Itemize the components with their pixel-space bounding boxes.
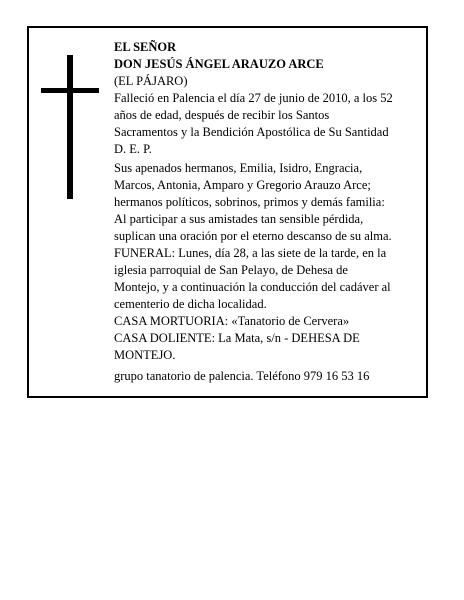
heading-title: EL SEÑOR [114,40,177,54]
funeral-home-footer: grupo tanatorio de palencia. Teléfono 979 16 53 16 [114,369,370,383]
family-paragraph [114,160,419,211]
death-paragraph [114,90,419,158]
mortuary-paragraph [114,313,419,330]
text-line: iglesia parroquial de San Pelayo, de Dehesa de [114,263,348,277]
text-line: cementerio de dicha localidad. [114,297,267,311]
prayer-paragraph [114,211,419,245]
text-line: CASA MORTUORIA: «Tanatorio de Cervera» [114,314,350,328]
cross-icon [41,55,99,199]
nickname: (EL PÁJARO) [114,74,188,88]
text-line: MONTEJO. [114,348,176,362]
text-line: D. E. P. [114,142,152,156]
text-line: hermanos políticos, sobrinos, primos y demás familia: [114,195,385,209]
text-line: Falleció en Palencia el día 27 de junio de 2010, a los 52 [114,91,393,105]
text-line: CASA DOLIENTE: La Mata, s/n - DEHESA DE [114,331,360,345]
cross-vertical-bar [67,55,73,199]
deceased-name: DON JESÚS ÁNGEL ARAUZO ARCE [114,57,324,71]
text-line: años de edad, después de recibir los Santos [114,108,330,122]
text-line: Montejo, y a continuación la conducción del cadáver al [114,280,391,294]
text-line: suplican una oración por el eterno descanso de su alma. [114,229,392,243]
funeral-paragraph [114,245,419,313]
obituary-notice [27,26,428,398]
text-line: Sus apenados hermanos, Emilia, Isidro, Engracia, [114,161,363,175]
text-line: Al participar a sus amistades tan sensible pérdida, [114,212,364,226]
text-line: Sacramentos y la Bendición Apostólica de Su Santidad [114,125,389,139]
cross-horizontal-bar [41,88,99,93]
text-line: Marcos, Antonia, Amparo y Gregorio Arauzo Arce; [114,178,371,192]
notice-text [114,39,419,385]
text-line: FUNERAL: Lunes, día 28, a las siete de la tarde, en la [114,246,387,260]
home-paragraph [114,330,419,364]
